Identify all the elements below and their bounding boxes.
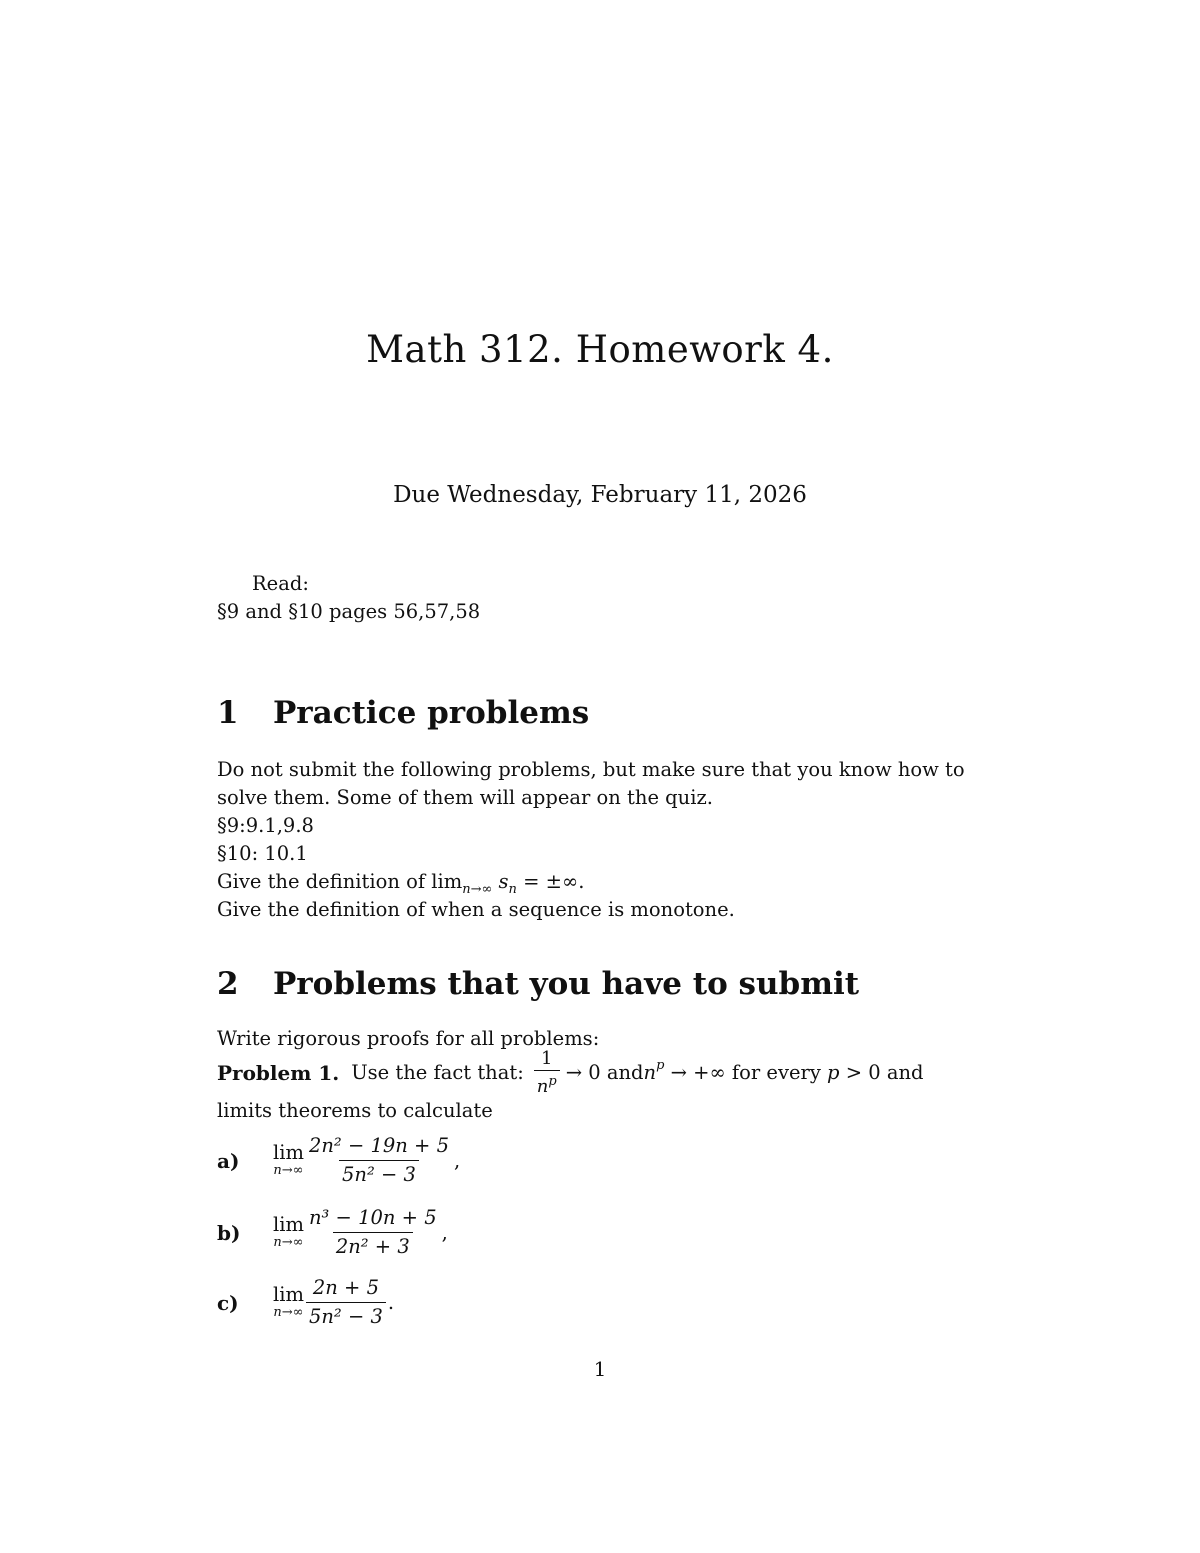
page-number: 1 (593, 1357, 607, 1381)
part-c-limit (273, 1282, 304, 1321)
n-p-exp: p (656, 1058, 665, 1073)
n-p-base: n (643, 1061, 657, 1084)
section-1-number: 1 (217, 695, 239, 731)
problem-1-line-2: limits theorems to calculate (217, 1099, 493, 1122)
read-text: §9 and §10 pages 56,57,58 (217, 600, 481, 623)
part-b-denominator: 2n² + 3 (333, 1232, 413, 1259)
problem-1-part-b (217, 1206, 448, 1259)
problem-1-label: Problem 1. (217, 1061, 340, 1085)
section-2-intro: Write rigorous proofs for all problems: (217, 1027, 600, 1050)
part-c-fraction (306, 1276, 386, 1329)
def1-s: s (498, 870, 509, 893)
part-c-label: c) (217, 1290, 239, 1315)
practice-item-1: §9:9.1,9.8 (217, 814, 314, 837)
lim-subscript: n→∞ (273, 1304, 304, 1320)
problem-1-text-b: → 0 and (565, 1061, 644, 1084)
problem-1-part-c (217, 1276, 394, 1329)
problem-1-text-c: → +∞ for every (664, 1061, 828, 1084)
fraction-numerator: 1 (541, 1048, 553, 1069)
def1-s-subscript: n (508, 881, 517, 897)
section-2-title: Problems that you have to submit (273, 966, 860, 1002)
section-1-intro-line-2: solve them. Some of them will appear on the quiz. (217, 786, 713, 809)
lim-operator: lim (273, 1140, 304, 1164)
section-1-intro-line-1: Do not submit the following problems, but make sure that you know how to (217, 758, 965, 781)
problem-1-text-d: > 0 and (839, 1061, 924, 1084)
lim-subscript: n→∞ (273, 1162, 304, 1178)
practice-definition-2: Give the definition of when a sequence is monotone. (217, 898, 735, 921)
den-exp: p (548, 1074, 557, 1089)
part-b-numerator: n³ − 10n + 5 (308, 1206, 437, 1229)
problem-1-text-a: Use the fact that: (351, 1061, 524, 1084)
part-c-numerator: 2n + 5 (312, 1276, 379, 1299)
practice-item-2: §10: 10.1 (217, 842, 308, 865)
part-b-label: b) (217, 1220, 241, 1245)
part-a-numerator: 2n² − 19n + 5 (308, 1134, 450, 1157)
fraction-denominator (534, 1070, 560, 1096)
page-title: Math 312. Homework 4. (366, 328, 834, 371)
part-a-label: a) (217, 1148, 240, 1173)
part-b-limit (273, 1212, 304, 1251)
part-a-punct: , (454, 1149, 461, 1172)
section-2-heading (217, 966, 859, 1002)
section-1-title: Practice problems (273, 695, 590, 731)
part-c-denominator: 5n² − 3 (306, 1302, 386, 1329)
lim-operator: lim (273, 1212, 304, 1236)
due-date: Due Wednesday, February 11, 2026 (393, 482, 807, 508)
part-c-punct: . (387, 1291, 395, 1314)
den-base: n (536, 1076, 549, 1097)
section-2-number: 2 (217, 966, 239, 1002)
read-label: Read: (252, 572, 309, 595)
part-a-limit (273, 1140, 304, 1179)
problem-1-part-a (217, 1134, 460, 1187)
lim-subscript: n→∞ (273, 1234, 304, 1250)
def1-suffix: = ±∞. (516, 870, 585, 893)
part-b-punct: , (441, 1221, 448, 1244)
def1-prefix: Give the definition of lim (217, 870, 463, 893)
p-variable: p (827, 1061, 840, 1084)
one-over-n-p-fraction (534, 1050, 560, 1096)
def1-lim-subscript: n→∞ (462, 881, 493, 897)
part-a-denominator: 5n² − 3 (339, 1160, 419, 1187)
section-1-heading (217, 695, 589, 731)
part-a-fraction (306, 1134, 452, 1187)
problem-1-statement (217, 1050, 924, 1096)
lim-operator: lim (273, 1282, 304, 1306)
part-b-fraction (306, 1206, 440, 1259)
